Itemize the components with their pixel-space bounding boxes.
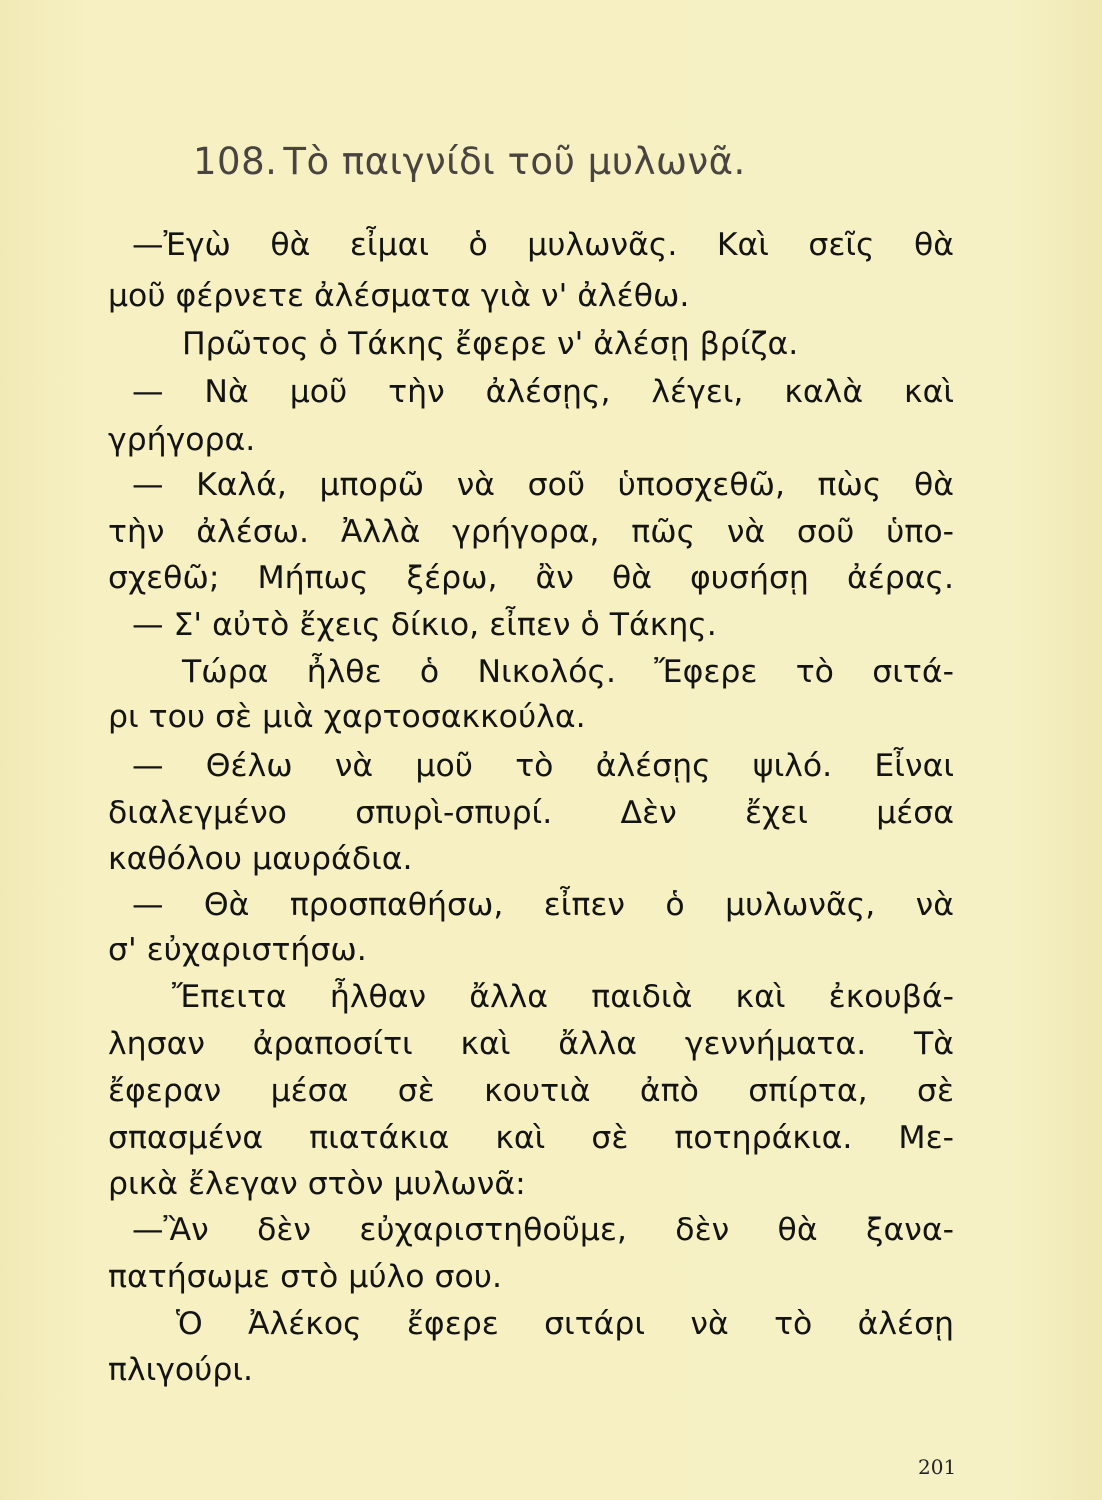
text-line: γρήγορα. — [108, 422, 256, 458]
text-line: λησαν ἀραποσίτι καὶ ἄλλα γεννήματα. Τὰ — [108, 1026, 954, 1062]
page-number: 201 — [918, 1455, 957, 1479]
text-line: καθόλου μαυράδια. — [108, 841, 413, 877]
text-line: μοῦ φέρνετε ἀλέσματα γιὰ ν' ἀλέθω. — [108, 278, 690, 314]
text-line: ἔφεραν μέσα σὲ κουτιὰ ἀπὸ σπίρτα, σὲ — [108, 1073, 954, 1109]
chapter-number: 108. — [193, 140, 278, 183]
text-line: Ὁ Ἀλέκος ἔφερε σιτάρι νὰ τὸ ἀλέσῃ — [176, 1306, 954, 1342]
text-line: Πρῶτος ὁ Τάκης ἔφερε ν' ἀλέσῃ βρίζα. — [182, 326, 799, 362]
text-line: — Σ' αὐτὸ ἔχεις δίκιο, εἶπεν ὁ Τάκης. — [132, 607, 717, 643]
text-line: διαλεγμένο σπυρὶ-σπυρί. Δὲν ἔχει μέσα — [108, 795, 954, 831]
text-line: ρι του σὲ μιὰ χαρτοσακκούλα. — [108, 699, 586, 735]
text-line: πατήσωμε στὸ μύλο σου. — [108, 1259, 502, 1295]
text-line: — Καλά, μπορῶ νὰ σοῦ ὑποσχεθῶ, πὼς θὰ — [132, 467, 954, 503]
text-line: Ἔπειτα ἦλθαν ἄλλα παιδιὰ καὶ ἐκουβά- — [172, 979, 954, 1015]
text-line: Τώρα ἦλθε ὁ Νικολός. Ἔφερε τὸ σιτά- — [182, 654, 954, 690]
text-line: — Θέλω νὰ μοῦ τὸ ἀλέσῃς ψιλό. Εἶναι — [132, 748, 954, 784]
chapter-title-text: Τὸ παιγνίδι τοῦ μυλωνᾶ. — [283, 140, 746, 183]
text-line: ρικὰ ἔλεγαν στὸν μυλωνᾶ: — [108, 1166, 526, 1202]
text-line: σπασμένα πιατάκια καὶ σὲ ποτηράκια. Με- — [108, 1120, 954, 1156]
text-line: —Ἂν δὲν εὐχαριστηθοῦμε, δὲν θὰ ξανα- — [132, 1212, 954, 1248]
text-line: πλιγούρι. — [108, 1352, 254, 1388]
chapter-title — [193, 140, 746, 183]
text-line: — Θὰ προσπαθήσω, εἶπεν ὁ μυλωνᾶς, νὰ — [132, 887, 954, 923]
text-line: τὴν ἀλέσω. Ἀλλὰ γρήγορα, πῶς νὰ σοῦ ὑπο- — [108, 514, 954, 550]
text-line: σ' εὐχαριστήσω. — [108, 932, 367, 968]
text-line: —Ἐγὼ θὰ εἶμαι ὁ μυλωνᾶς. Καὶ σεῖς θὰ — [132, 227, 954, 263]
text-line: — Νὰ μοῦ τὴν ἀλέσῃς, λέγει, καλὰ καὶ — [132, 374, 954, 410]
text-line: σχεθῶ; Μήπως ξέρω, ἂν θὰ φυσήσῃ ἀέρας. — [108, 560, 954, 596]
